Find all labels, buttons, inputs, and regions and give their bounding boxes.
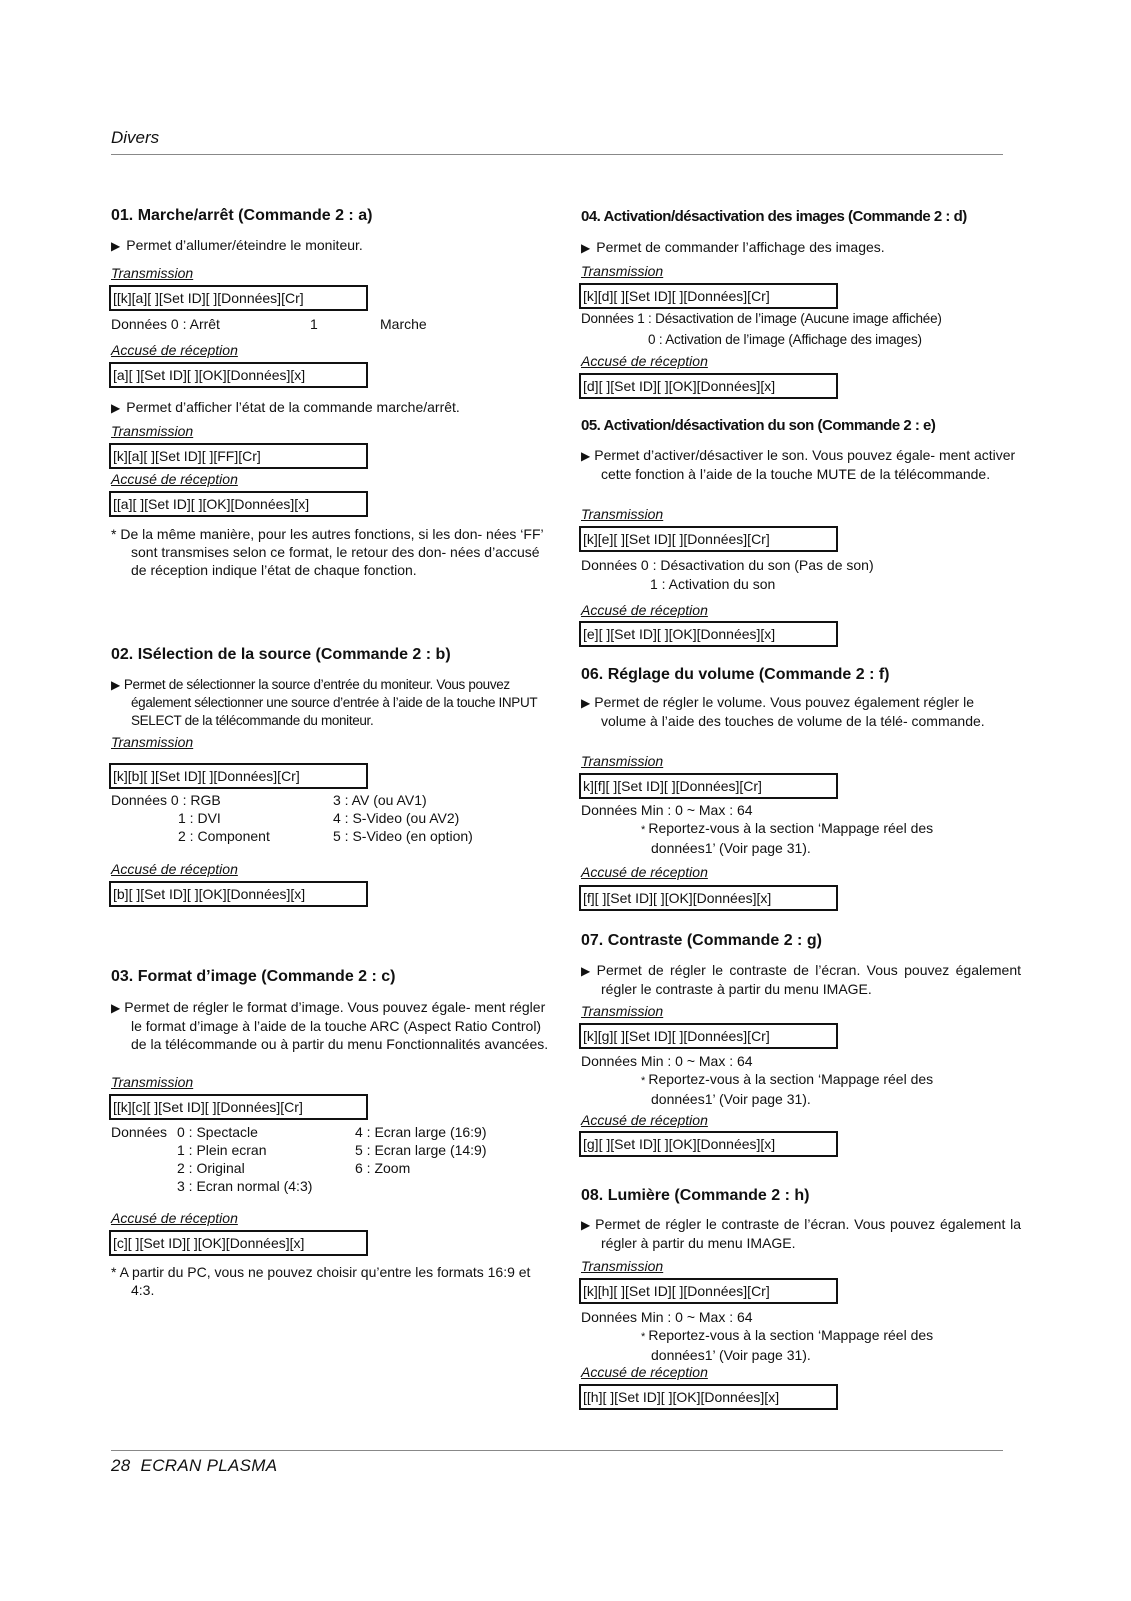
transmission-label: Transmission <box>581 1003 664 1019</box>
triangle-bullet-icon: ▶ <box>581 1218 592 1232</box>
accuse-label: Accusé de réception <box>581 1364 708 1380</box>
transmission-label: Transmission <box>581 506 664 522</box>
section-07-title: 07. Contraste (Commande 2 : g) <box>581 932 822 949</box>
data-values: Données Min : 0 ~ Max : 64 <box>581 1053 753 1069</box>
data-values: 5 : Ecran large (14:9) <box>355 1142 487 1158</box>
accuse-label: Accusé de réception <box>581 602 708 618</box>
transmission-label: Transmission <box>581 753 664 769</box>
asterisk-icon: * <box>641 1075 649 1087</box>
data-values: Données 0 : RGB <box>111 792 221 808</box>
acknowledgement-code-box: [[h][ ][Set ID][ ][OK][Données][x] <box>579 1384 838 1410</box>
acknowledgement-code-box: [g][ ][Set ID][ ][OK][Données][x] <box>579 1131 838 1157</box>
triangle-bullet-icon: ▶ <box>111 401 121 415</box>
section-06-desc: ▶ Permet de régler le volume. Vous pouvez également régler le volume à l’aide des touches de volume de la télé- commande. <box>581 694 985 729</box>
section-02-desc: ▶ Permet de sélectionner la source d’entrée du moniteur. Vous pouvez également sélectionner une source d’entrée à l’aide de la touche INPUT SELECT de la télécommande du moniteur. <box>111 677 538 728</box>
data-values: 2 : Component <box>178 828 270 844</box>
triangle-bullet-icon: ▶ <box>581 964 593 978</box>
transmission-code-box: [k][d][ ][Set ID][ ][Données][Cr] <box>579 283 838 309</box>
accuse-label: Accusé de réception <box>581 864 708 880</box>
header-divider <box>111 154 1003 155</box>
data-values: Données 0 : Arrêt <box>111 316 220 332</box>
data-values: 5 : S-Video (en option) <box>333 828 473 844</box>
asterisk-icon: * <box>641 824 649 836</box>
accuse-label: Accusé de réception <box>111 342 238 358</box>
accuse-label: Accusé de réception <box>581 1112 708 1128</box>
transmission-code-box: [[k][c][ ][Set ID][ ][Données][Cr] <box>109 1094 368 1120</box>
data-values: 1 : Activation du son <box>650 576 776 592</box>
section-05-desc: ▶ Permet d’activer/désactiver le son. Vous pouvez égale- ment activer cette fonction à l’aide de la touche MUTE de la télécommande. <box>581 447 1016 482</box>
transmission-label: Transmission <box>111 265 194 281</box>
transmission-code-box: [[k][a][ ][Set ID][ ][Données][Cr] <box>109 285 368 311</box>
data-values: 3 : AV (ou AV1) <box>333 792 427 808</box>
data-values: Données 0 : Désactivation du son (Pas de son) <box>581 557 874 573</box>
footer-divider <box>111 1450 1003 1451</box>
transmission-label: Transmission <box>111 423 194 439</box>
data-values: 1 <box>310 316 318 332</box>
accuse-label: Accusé de réception <box>581 353 708 369</box>
section-01-title: 01. Marche/arrêt (Commande 2 : a) <box>111 207 373 224</box>
triangle-bullet-icon: ▶ <box>111 1001 121 1015</box>
footnote: * Reportez-vous à la section ‘Mappage réel des données1’ (Voir page 31). <box>641 1327 934 1363</box>
transmission-code-box: [k][h][ ][Set ID][ ][Données][Cr] <box>579 1278 838 1304</box>
footnote: * Reportez-vous à la section ‘Mappage réel des données1’ (Voir page 31). <box>641 1071 934 1107</box>
data-values: 1 : Plein ecran <box>177 1142 267 1158</box>
data-values: 0 : Activation de l’image (Affichage des images) <box>648 332 922 347</box>
transmission-code-box: k][f][ ][Set ID][ ][Données][Cr] <box>579 773 838 799</box>
data-values: 3 : Ecran normal (4:3) <box>177 1178 313 1194</box>
data-values: 4 : S-Video (ou AV2) <box>333 810 460 826</box>
data-values: Données 1 : Désactivation de l’image (Aucune image affichée) <box>581 311 942 326</box>
section-08-title: 08. Lumière (Commande 2 : h) <box>581 1187 810 1204</box>
section-07-desc: ▶ Permet de régler le contraste de l’écran. Vous pouvez également régler le contraste à partir du menu IMAGE. <box>581 962 1021 997</box>
section-03-title: 03. Format d’image (Commande 2 : c) <box>111 968 396 985</box>
transmission-code-box: [k][b][ ][Set ID][ ][Données][Cr] <box>109 763 368 789</box>
data-values: Données Min : 0 ~ Max : 64 <box>581 1309 753 1325</box>
data-values: Marche <box>380 316 427 332</box>
acknowledgement-code-box: [a][ ][Set ID][ ][OK][Données][x] <box>109 362 368 388</box>
acknowledgement-code-box: [f][ ][Set ID][ ][OK][Données][x] <box>579 885 838 911</box>
footnote: * A partir du PC, vous ne pouvez choisir qu’entre les formats 16:9 et 4:3. <box>111 1264 531 1298</box>
triangle-bullet-icon: ▶ <box>581 241 591 255</box>
footer-page-label: 28 ECRAN PLASMA <box>111 1456 278 1475</box>
footnote: * Reportez-vous à la section ‘Mappage réel des données1’ (Voir page 31). <box>641 820 934 856</box>
acknowledgement-code-box: [[a][ ][Set ID][ ][OK][Données][x] <box>109 491 368 517</box>
transmission-label: Transmission <box>111 1074 194 1090</box>
header-title: Divers <box>111 128 160 147</box>
transmission-label: Transmission <box>581 1258 664 1274</box>
section-05-title: 05. Activation/désactivation du son (Commande 2 : e) <box>581 417 936 434</box>
triangle-bullet-icon: ▶ <box>581 449 591 463</box>
acknowledgement-code-box: [c][ ][Set ID][ ][OK][Données][x] <box>109 1230 368 1256</box>
section-04-desc: ▶ Permet de commander l’affichage des images. <box>581 239 885 255</box>
data-values: 6 : Zoom <box>355 1160 411 1176</box>
section-02-title: 02. ISélection de la source (Commande 2 : b) <box>111 646 451 663</box>
triangle-bullet-icon: ▶ <box>111 678 120 692</box>
accuse-label: Accusé de réception <box>111 861 238 877</box>
section-03-desc: ▶ Permet de régler le format d’image. Vous pouvez égale- ment régler le format d’image à l’aide de la touche ARC (Aspect Ratio Control) de la télécommande ou à partir du menu Fonctionnalités avancées. <box>111 999 549 1052</box>
acknowledgement-code-box: [e][ ][Set ID][ ][OK][Données][x] <box>579 621 838 647</box>
acknowledgement-code-box: [d][ ][Set ID][ ][OK][Données][x] <box>579 373 838 399</box>
transmission-code-box: [k][e][ ][Set ID][ ][Données][Cr] <box>579 526 838 552</box>
data-values: Données Min : 0 ~ Max : 64 <box>581 802 753 818</box>
section-01-desc: ▶ Permet d’allumer/éteindre le moniteur. <box>111 237 363 253</box>
transmission-code-box: [k][a][ ][Set ID][ ][FF][Cr] <box>109 443 368 469</box>
acknowledgement-code-box: [b][ ][Set ID][ ][OK][Données][x] <box>109 881 368 907</box>
transmission-label: Transmission <box>111 734 194 750</box>
transmission-label: Transmission <box>581 263 664 279</box>
data-values: 2 : Original <box>177 1160 245 1176</box>
triangle-bullet-icon: ▶ <box>111 239 121 253</box>
section-04-title: 04. Activation/désactivation des images (Commande 2 : d) <box>581 208 967 225</box>
accuse-label: Accusé de réception <box>111 471 238 487</box>
section-06-title: 06. Réglage du volume (Commande 2 : f) <box>581 666 890 683</box>
data-values: 1 : DVI <box>178 810 221 826</box>
data-values: 0 : Spectacle <box>177 1124 258 1140</box>
data-values: 4 : Ecran large (16:9) <box>355 1124 487 1140</box>
data-values: Données <box>111 1124 168 1140</box>
section-08-desc: ▶ Permet de régler le contraste de l’écran. Vous pouvez également la régler à partir du menu IMAGE. <box>581 1216 1021 1251</box>
asterisk-icon: * <box>641 1331 649 1343</box>
triangle-bullet-icon: ▶ <box>581 696 591 710</box>
footnote: * De la même manière, pour les autres fonctions, si les don- nées ‘FF’ sont transmises selon ce format, le retour des don- nées d’accusé de réception indique l’état de chaque fonction. <box>111 526 544 578</box>
transmission-code-box: [k][g][ ][Set ID][ ][Données][Cr] <box>579 1023 838 1049</box>
section-01-desc2: ▶ Permet d’afficher l’état de la commande marche/arrêt. <box>111 399 460 415</box>
accuse-label: Accusé de réception <box>111 1210 238 1226</box>
